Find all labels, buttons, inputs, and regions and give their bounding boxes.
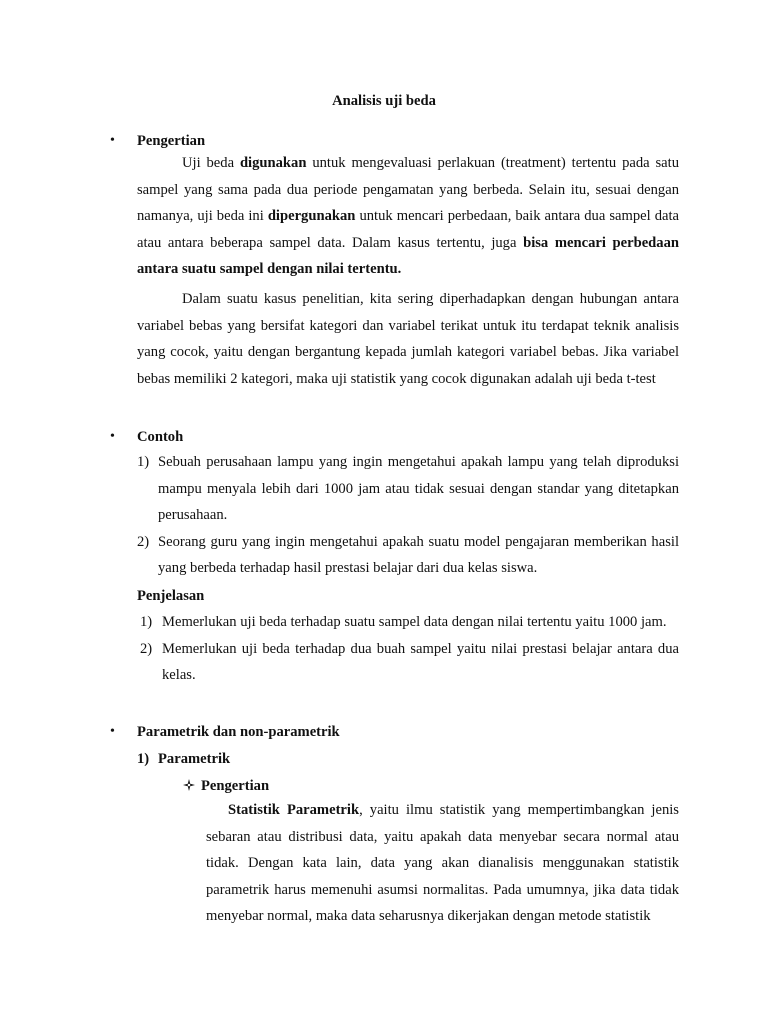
bold-text: dipergunakan bbox=[267, 208, 356, 224]
document-title: Analisis uji beda bbox=[332, 93, 436, 109]
list-item bbox=[140, 636, 679, 689]
paragraph-pengertian-1 bbox=[137, 150, 679, 283]
text-run: untuk mencari perbedaan, baik antara dua sampel data atau antara beberapa sampel data. Dalam kasus tertentu, juga bbox=[137, 208, 679, 251]
contoh-list bbox=[137, 449, 679, 582]
list-item bbox=[137, 449, 679, 529]
bold-text: digunakan bbox=[239, 155, 307, 171]
text-run: untuk mengevaluasi perlakuan (treatment) tertentu pada satu sampel yang sama pada dua periode pengamatan yang berbeda. Selain itu, sesuai dengan namanya, uji beda ini bbox=[137, 155, 679, 224]
subheading-parametrik-number: 1) bbox=[137, 751, 150, 767]
penjelasan-list bbox=[140, 609, 679, 689]
list-item-text: Memerlukan uji beda terhadap dua buah sampel yaitu nilai prestasi belajar antara dua kelas. bbox=[162, 640, 679, 683]
subheading-parametrik: Parametrik bbox=[158, 751, 231, 767]
list-number: 2) bbox=[137, 533, 150, 550]
bullet-icon: • bbox=[110, 429, 115, 444]
paragraph-parametrik bbox=[206, 797, 679, 930]
section-heading-pengertian: Pengertian bbox=[137, 133, 206, 149]
bold-text: Statistik Parametrik bbox=[228, 802, 360, 818]
text-run: Uji beda bbox=[182, 155, 240, 171]
text-run: , yaitu ilmu statistik yang mempertimbangkan jenis sebaran atau distribusi data, yaitu apakah data menyebar secara normal atau tidak. Dengan kata lain, data yang akan dianalisis menggunakan statistik parametrik harus memenuhi asumsi normalitas. Pada umumnya, jika data tidak menyebar normal, maka data seharusnya dikerjakan dengan metode statistik bbox=[206, 802, 679, 924]
subsubheading-label: Pengertian bbox=[201, 778, 270, 794]
section-heading-contoh: Contoh bbox=[137, 429, 184, 445]
bullet-icon: • bbox=[110, 133, 115, 148]
list-number: 1) bbox=[137, 454, 150, 470]
penjelasan-heading: Penjelasan bbox=[137, 588, 205, 604]
paragraph-pengertian-2: Dalam suatu kasus penelitian, kita sering diperhadapkan dengan hubungan antara variabel bebas yang bersifat kategori dan variabel terikat untuk itu terdapat teknik analisis yang cocok, yaitu dengan bergantung kepada jumlah kategori variabel bebas. Jika variabel bebas memiliki 2 kategori, maka uji statistik yang cocok digunakan adalah uji beda t-test bbox=[137, 291, 679, 387]
diamond-bullet-icon bbox=[183, 779, 195, 791]
list-item-text: Seorang guru yang ingin mengetahui apakah suatu model pengajaran memberikan hasil yang berbeda terhadap hasil prestasi belajar dari dua kelas siswa. bbox=[158, 533, 679, 576]
list-item-text: Memerlukan uji beda terhadap suatu sampel data dengan nilai tertentu yaitu 1000 jam. bbox=[162, 614, 667, 630]
subsubheading-pengertian bbox=[183, 776, 269, 796]
section-heading-parametrik: Parametrik dan non-parametrik bbox=[137, 724, 340, 740]
list-item bbox=[140, 609, 679, 636]
bullet-icon: • bbox=[110, 724, 115, 739]
bold-text: bisa mencari perbedaan antara suatu sampel dengan nilai tertentu. bbox=[137, 234, 679, 277]
list-item bbox=[137, 529, 679, 582]
list-number: 1) bbox=[140, 614, 153, 630]
list-item-text: Sebuah perusahaan lampu yang ingin mengetahui apakah lampu yang telah diproduksi mampu menyala lebih dari 1000 jam atau tidak sesuai dengan standar yang ditetapkan perusahaan. bbox=[158, 454, 679, 523]
list-number: 2) bbox=[140, 640, 153, 657]
